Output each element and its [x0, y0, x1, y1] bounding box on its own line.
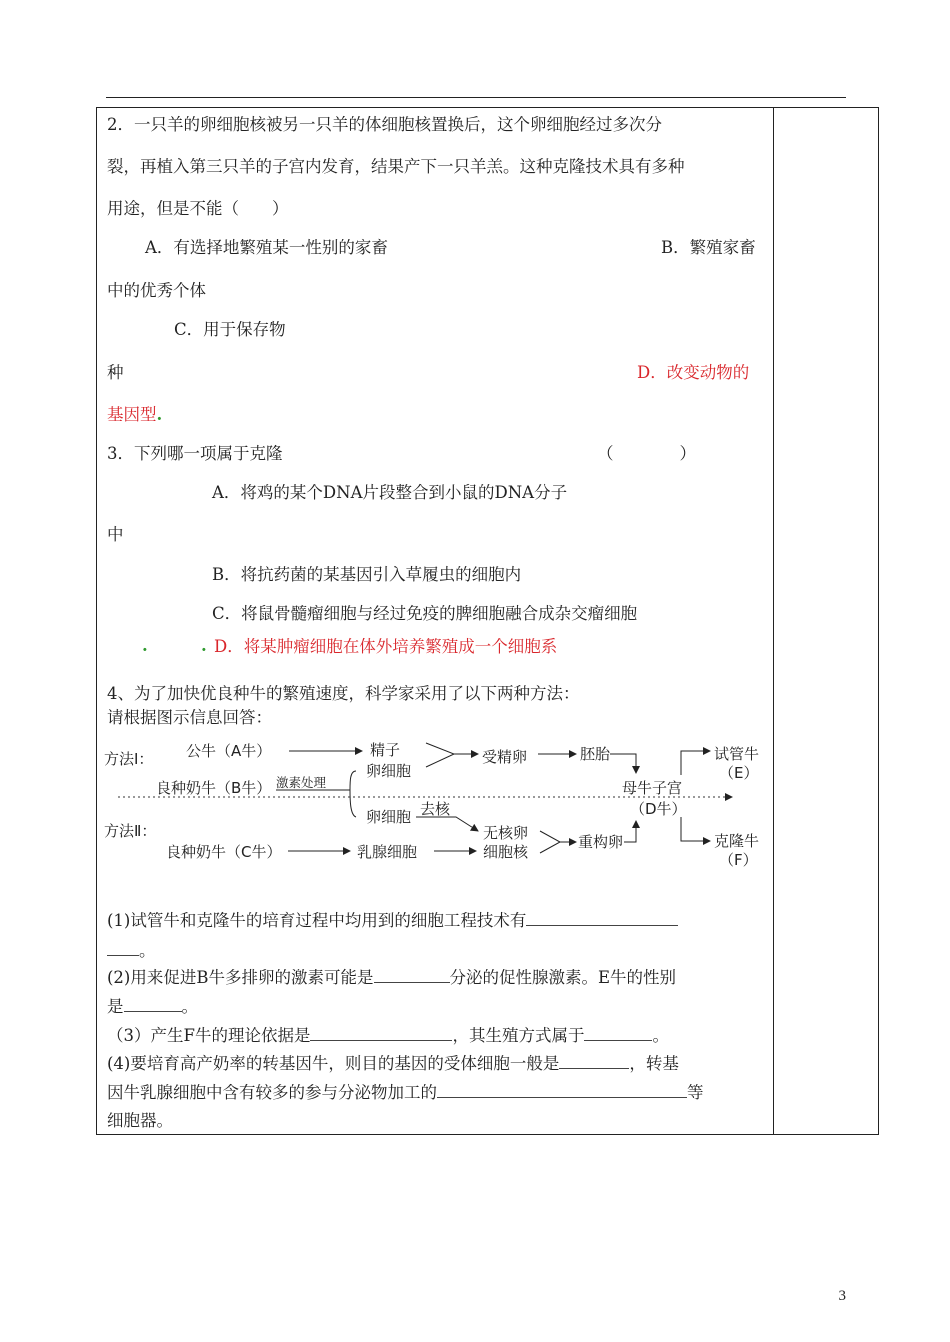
q3-dot2: .	[201, 636, 207, 655]
q3-paren: （ ）	[597, 444, 696, 463]
q4-sub1-blank-part2[interactable]	[107, 940, 139, 956]
diagram-cow-b: 良种奶牛（B牛）	[156, 779, 272, 797]
q4-sub2-text3: 是	[107, 997, 124, 1016]
diagram-fertilized-egg: 受精卵	[482, 748, 528, 766]
header-rule	[106, 97, 846, 98]
q4-sub3-end: 。	[652, 1026, 669, 1045]
q4-sub4-blank-organelles[interactable]	[437, 1082, 687, 1098]
diagram-sperm: 精子	[370, 741, 401, 759]
diagram-cell-nucleus: 细胞核	[483, 843, 529, 861]
table-column-divider	[773, 108, 774, 1134]
diagram-egg2: 卵细胞	[366, 808, 412, 826]
q3-option-a-cont: 中	[107, 525, 124, 544]
q4-sub1-end: 。	[139, 941, 156, 960]
q2-option-c: C．用于保存物	[174, 320, 286, 339]
diagram-cow-c: 良种奶牛（C牛）	[166, 843, 282, 861]
q4-sub1-blank-part1[interactable]	[526, 910, 678, 926]
q4-sub3-blank-basis[interactable]	[310, 1025, 452, 1041]
diagram-testtube-cow: 试管牛	[714, 745, 760, 763]
breeding-diagram	[104, 735, 774, 870]
q4-sub2-blank-sex[interactable]	[124, 996, 182, 1012]
q4-sub4-text4: 等	[687, 1083, 704, 1102]
q4-sub1	[107, 910, 678, 931]
diagram-bull-a: 公牛（A牛）	[186, 742, 272, 760]
q2-option-d-answer: D．改变动物的	[637, 363, 750, 382]
hormone-brace	[344, 771, 356, 817]
q4-intro1: 4、为了加快优良种牛的繁殖速度，科学家采用了以下两种方法：	[107, 684, 580, 703]
diagram-egg1: 卵细胞	[366, 762, 412, 780]
q4-sub4	[107, 1053, 679, 1074]
q2-option-c-cont: 种	[107, 363, 124, 382]
q4-sub4-blank-recipient[interactable]	[559, 1053, 629, 1069]
diagram-reconstructed-egg: 重构卵	[578, 833, 624, 851]
q4-sub4-text: (4)要培育高产奶率的转基因牛，则目的基因的受体细胞一般是	[107, 1054, 560, 1073]
nucleus-transfer-join	[540, 831, 560, 853]
diagram-clone-cow: 克隆牛	[714, 832, 760, 850]
q4-intro2: 请根据图示信息回答：	[107, 708, 272, 727]
q4-sub2	[107, 967, 676, 988]
diagram-embryo: 胚胎	[580, 745, 611, 763]
q4-sub4-cont	[107, 1082, 704, 1103]
diagram-label-f: （F）	[719, 851, 758, 869]
arrow-egg-to-enucleated	[416, 817, 478, 831]
arrow-to-testtube-cow	[681, 751, 710, 775]
q4-sub3-blank-mode[interactable]	[584, 1025, 652, 1041]
q3-option-a: A．将鸡的某个DNA片段整合到小鼠的DNA分子	[212, 483, 568, 502]
q4-sub3-text: （3）产生F牛的理论依据是	[107, 1026, 311, 1045]
q2-option-a: A．有选择地繁殖某一性别的家畜	[145, 238, 388, 257]
diagram-cow-d: （D牛）	[630, 800, 687, 818]
q2-option-d-answer-cont: 基因型	[107, 405, 157, 424]
q2-option-b-cont: 中的优秀个体	[107, 281, 206, 300]
page-number: 3	[838, 1288, 846, 1304]
q2-dot: .	[156, 405, 163, 424]
q4-sub4-end: 细胞器。	[107, 1111, 173, 1130]
diagram-enucleate: 去核	[420, 800, 451, 818]
q2-line2: 裂，再植入第三只羊的子宫内发育，结果产下一只羊羔。这种克隆技术具有多种	[107, 157, 685, 176]
q4-sub2-end: 。	[181, 997, 198, 1016]
q4-sub3	[107, 1025, 669, 1046]
q2-option-b: B．繁殖家畜	[661, 238, 756, 257]
arrow-embryo-to-uterus	[610, 754, 636, 773]
diagram-method1-label: 方法Ⅰ：	[104, 750, 154, 768]
q4-sub1-cont	[107, 940, 156, 961]
q3-dot1: .	[142, 636, 148, 655]
arrow-reconstructed-to-uterus	[624, 821, 636, 842]
diagram-hormone-label: 激素处理	[276, 775, 327, 790]
sperm-egg-join	[426, 743, 454, 767]
q4-sub4-text2: ，转基	[629, 1054, 679, 1073]
q2-line3: 用途，但是不能（ ）	[107, 199, 289, 218]
q3-option-c: C．将鼠骨髓瘤细胞与经过免疫的脾细胞融合成杂交瘤细胞	[212, 604, 638, 623]
diagram-method2-label: 方法Ⅱ：	[104, 822, 157, 840]
diagram-uterus: 母牛子宫	[622, 779, 683, 797]
q4-sub1-text: (1)试管牛和克隆牛的培育过程中均用到的细胞工程技术有	[107, 911, 527, 930]
q4-sub2-blank-gland[interactable]	[374, 967, 450, 983]
q3-stem: 3．下列哪一项属于克隆	[107, 444, 283, 463]
diagram-enucleated-egg: 无核卵	[483, 824, 529, 842]
q4-sub4-text3: 因牛乳腺细胞中含有较多的参与分泌物加工的	[107, 1083, 437, 1102]
diagram-label-e: （E）	[719, 764, 759, 782]
q3-option-b: B．将抗药菌的某基因引入草履虫的细胞内	[212, 565, 522, 584]
q4-sub3-text2: ，其生殖方式属于	[452, 1026, 585, 1045]
q4-sub2-cont	[107, 996, 198, 1017]
arrow-to-clone-cow	[681, 817, 710, 841]
q4-sub2-text2: 分泌的促性腺激素。E牛的性别	[449, 968, 677, 987]
q2-option-d-cont	[107, 405, 162, 425]
q3-option-d-answer: D．将某肿瘤细胞在体外培养繁殖成一个细胞系	[214, 637, 558, 656]
q2-line1: 2．一只羊的卵细胞核被另一只羊的体细胞核置换后，这个卵细胞经过多次分	[107, 115, 662, 134]
diagram-mammary-cell: 乳腺细胞	[357, 843, 418, 861]
q4-sub2-text: (2)用来促进B牛多排卵的激素可能是	[107, 968, 374, 987]
